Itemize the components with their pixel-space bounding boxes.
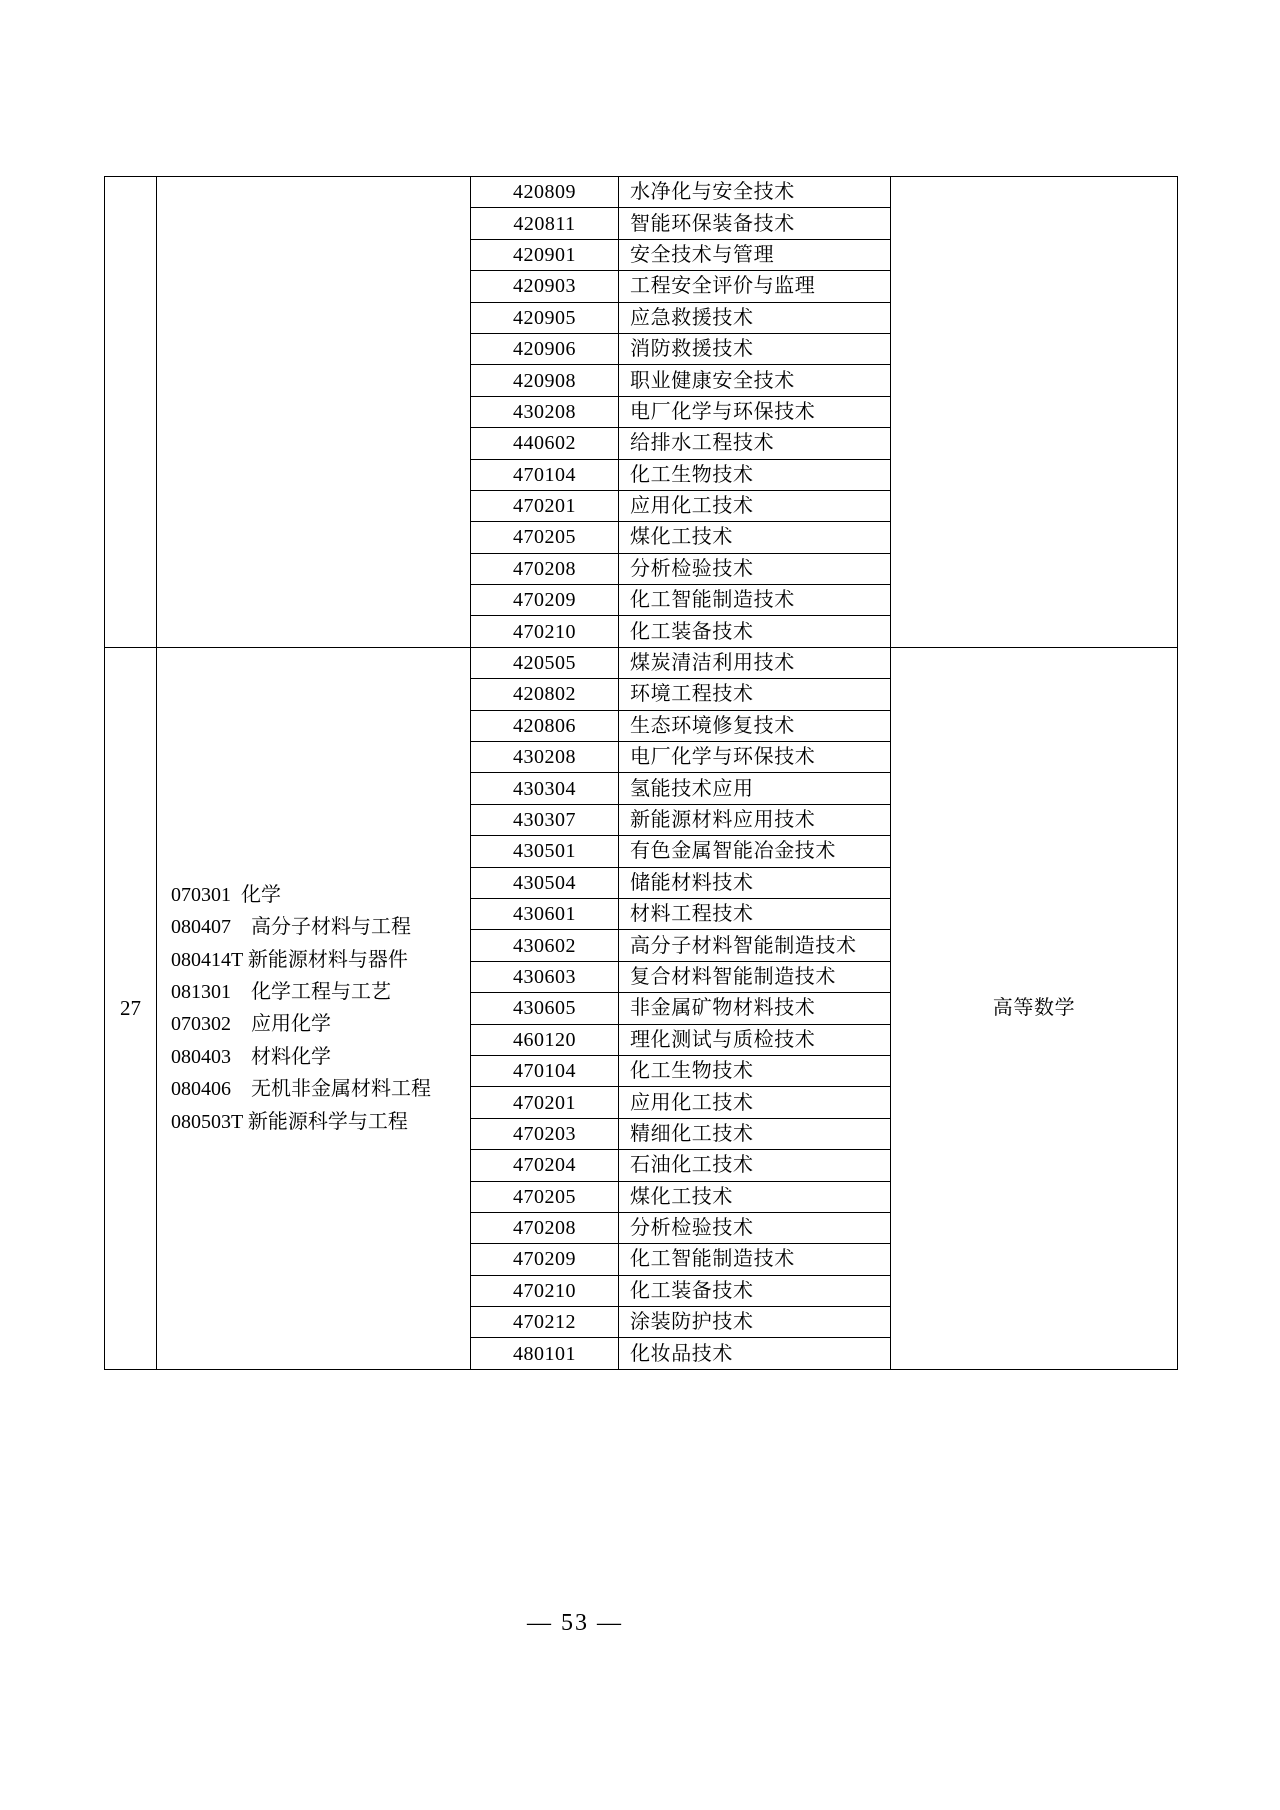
- group-index-cell: 27: [105, 647, 157, 1369]
- specialty-name: 消防救援技术: [619, 333, 891, 364]
- specialty-code: 470209: [471, 585, 619, 616]
- specialty-code: 470208: [471, 1212, 619, 1243]
- specialty-code: 430504: [471, 867, 619, 898]
- specialty-code: 430601: [471, 898, 619, 929]
- major-line: 070301 化学: [171, 883, 281, 906]
- specialty-code: 470201: [471, 490, 619, 521]
- specialty-code: 420908: [471, 365, 619, 396]
- major-line: 080403 材料化学: [171, 1045, 331, 1068]
- specialty-code: 480101: [471, 1338, 619, 1369]
- specialty-name: 应急救援技术: [619, 302, 891, 333]
- specialty-name: 化工生物技术: [619, 1055, 891, 1086]
- specialty-name: 煤炭清洁利用技术: [619, 647, 891, 678]
- group-exam-cell: [891, 177, 1178, 648]
- specialty-name: 新能源材料应用技术: [619, 804, 891, 835]
- specialty-name: 化工装备技术: [619, 616, 891, 647]
- specialty-name: 给排水工程技术: [619, 428, 891, 459]
- group-index-cell: [105, 177, 157, 648]
- specialty-name: 化妆品技术: [619, 1338, 891, 1369]
- specialty-code: 430208: [471, 396, 619, 427]
- specialty-code: 460120: [471, 1024, 619, 1055]
- specialty-code: 430603: [471, 961, 619, 992]
- specialty-name: 精细化工技术: [619, 1118, 891, 1149]
- specialty-name: 水净化与安全技术: [619, 177, 891, 208]
- major-line: 070302 应用化学: [171, 1013, 331, 1036]
- specialty-name: 化工生物技术: [619, 459, 891, 490]
- group-majors-cell: [157, 647, 471, 1369]
- specialty-code: 440602: [471, 428, 619, 459]
- major-line: 080503T 新能源科学与工程: [171, 1110, 408, 1133]
- specialty-name: 应用化工技术: [619, 1087, 891, 1118]
- specialty-name: 非金属矿物材料技术: [619, 993, 891, 1024]
- page-number: — 53 —: [527, 1610, 623, 1636]
- specialty-name: 化工装备技术: [619, 1275, 891, 1306]
- table-row: [105, 177, 1178, 208]
- specialty-code: 470204: [471, 1150, 619, 1181]
- specialty-code: 430605: [471, 993, 619, 1024]
- specialty-name: 安全技术与管理: [619, 239, 891, 270]
- specialty-name: 化工智能制造技术: [619, 585, 891, 616]
- specialty-code: 470210: [471, 1275, 619, 1306]
- specialty-code: 430304: [471, 773, 619, 804]
- specialty-name: 石油化工技术: [619, 1150, 891, 1181]
- specialty-code: 420806: [471, 710, 619, 741]
- specialty-name: 化工智能制造技术: [619, 1244, 891, 1275]
- specialty-name: 分析检验技术: [619, 553, 891, 584]
- specialty-name: 生态环境修复技术: [619, 710, 891, 741]
- specialty-name: 环境工程技术: [619, 679, 891, 710]
- specialty-code: 470104: [471, 1055, 619, 1086]
- specialty-name: 高分子材料智能制造技术: [619, 930, 891, 961]
- specialty-name: 有色金属智能冶金技术: [619, 836, 891, 867]
- specialty-code: 470210: [471, 616, 619, 647]
- specialty-code: 470212: [471, 1307, 619, 1338]
- major-line: 080406 无机非金属材料工程: [171, 1078, 431, 1101]
- specialty-name: 分析检验技术: [619, 1212, 891, 1243]
- table-body: [105, 177, 1178, 1370]
- specialty-name: 涂装防护技术: [619, 1307, 891, 1338]
- specialty-name: 材料工程技术: [619, 898, 891, 929]
- major-line: 080414T 新能源材料与器件: [171, 948, 408, 971]
- major-mapping-table: [104, 176, 1178, 1370]
- specialty-code: 420905: [471, 302, 619, 333]
- specialty-code: 420901: [471, 239, 619, 270]
- group-exam-cell: 高等数学: [891, 647, 1178, 1369]
- specialty-name: 智能环保装备技术: [619, 208, 891, 239]
- specialty-code: 430602: [471, 930, 619, 961]
- specialty-code: 430307: [471, 804, 619, 835]
- specialty-code: 420906: [471, 333, 619, 364]
- specialty-code: 420505: [471, 647, 619, 678]
- specialty-code: 470209: [471, 1244, 619, 1275]
- specialty-name: 应用化工技术: [619, 490, 891, 521]
- specialty-code: 420802: [471, 679, 619, 710]
- group-majors-cell: [157, 177, 471, 648]
- specialty-code: 420809: [471, 177, 619, 208]
- specialty-code: 430501: [471, 836, 619, 867]
- major-line: 081301 化学工程与工艺: [171, 980, 391, 1003]
- specialty-code: 470205: [471, 1181, 619, 1212]
- specialty-code: 470104: [471, 459, 619, 490]
- specialty-code: 430208: [471, 742, 619, 773]
- specialty-name: 煤化工技术: [619, 1181, 891, 1212]
- specialty-code: 420903: [471, 271, 619, 302]
- specialty-name: 电厂化学与环保技术: [619, 742, 891, 773]
- major-line: 080407 高分子材料与工程: [171, 916, 411, 939]
- specialty-code: 470201: [471, 1087, 619, 1118]
- specialty-code: 470203: [471, 1118, 619, 1149]
- specialty-name: 氢能技术应用: [619, 773, 891, 804]
- specialty-code: 470208: [471, 553, 619, 584]
- specialty-name: 电厂化学与环保技术: [619, 396, 891, 427]
- specialty-name: 职业健康安全技术: [619, 365, 891, 396]
- specialty-name: 储能材料技术: [619, 867, 891, 898]
- specialty-name: 煤化工技术: [619, 522, 891, 553]
- specialty-name: 复合材料智能制造技术: [619, 961, 891, 992]
- table-row: [105, 647, 1178, 678]
- specialty-name: 工程安全评价与监理: [619, 271, 891, 302]
- specialty-code: 420811: [471, 208, 619, 239]
- specialty-code: 470205: [471, 522, 619, 553]
- specialty-name: 理化测试与质检技术: [619, 1024, 891, 1055]
